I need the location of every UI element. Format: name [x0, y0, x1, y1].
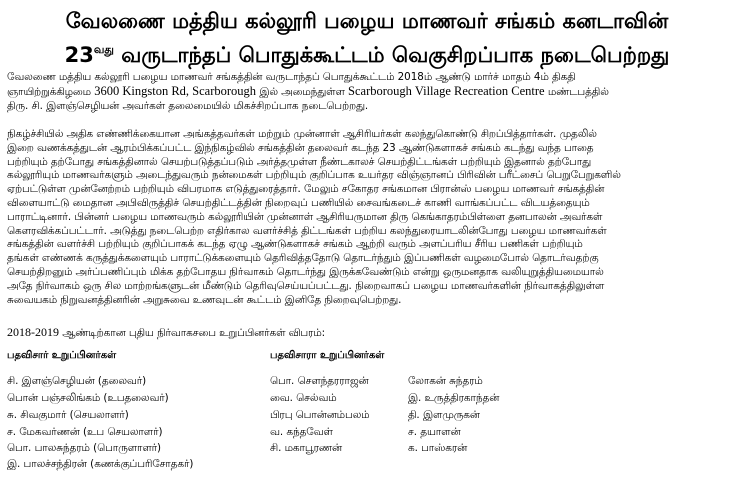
- member-entry: பிரபு பொன்னம்பலம்: [270, 409, 370, 421]
- member-entry: வை. செல்வம்: [270, 392, 337, 404]
- paragraph-line: தங்கள் எண்ணக் கருத்துக்களையும் பாராட்டுக்களையும் தெரிவித்ததோடு தொடர்ந்தும் இப்பணிகள் வழமைபோல் தொடர்வதற்கு: [7, 252, 599, 265]
- committee-year: 2018-2019: [7, 325, 59, 339]
- officer-entry: பொ. பாலசுந்தரம் (பொருளாளர்): [7, 442, 162, 454]
- member-entry: வ. கந்தவேள்: [270, 426, 333, 438]
- officer-entry: ச. மேகவர்ணன் (உப செயலாளர்): [7, 426, 163, 438]
- paragraph-line: திரு. சி. இளஞ்செழியன் அவர்கள் தலைமையில் மிகச்சிறப்பாக நடைபெற்றது.: [7, 99, 369, 112]
- headline-line-2: [0, 37, 734, 68]
- meeting-details-paragraph: [7, 71, 729, 113]
- member-entry: ச. தயாளன்: [408, 426, 461, 438]
- officer-entry: சு. சிவகுமார் (செயலாளர்): [7, 409, 129, 421]
- committee-intro: [7, 325, 325, 340]
- officer-entry: பொன் பஞ்சலிங்கம் (உபதலைவர்): [7, 392, 169, 404]
- officer-entry: இ. பாலச்சந்திரன் (கணக்குப்பரிசோதகர்): [7, 458, 194, 470]
- paragraph-line: பற்றியும் தற்போது சங்கத்தினால் செயற்படுத்தப்படும் அர்த்தமுள்ள நீண்டகாலச் செயற்திட்டங்கள் பற்றியும் இதனால் தற்போது: [7, 155, 592, 168]
- paragraph-line: அதே நிர்வாகம் ஒரு சில மாற்றங்களுடன் மீண்டும் தெரிவுசெய்யப்பட்டது. நிறைவாகப் பழைய மாணவர்களின் நிர்வாகத்திலுள்ள: [7, 279, 605, 292]
- paragraph-line: கல்லூரியும் மாணவர்களும் அடைந்துவரும் நன்மைகள் பற்றியும் குறிப்பாக உயர்தர விஞ்ஞானப் பிரிவின் பரீட்சைப் பெறுபேறுகளில்: [7, 169, 621, 182]
- meeting-summary-paragraph: [7, 128, 729, 307]
- member-entry: லோகன் சுந்தரம்: [408, 375, 483, 387]
- officer-entry: சி. இளஞ்செழியன் (தலைவர்): [7, 375, 147, 387]
- location-connector: இல் அமைந்துள்ள: [256, 85, 349, 98]
- headline-line-2-text: வருடாந்தப் பொதுக்கூட்டம் வெகுசிறப்பாக நடைபெற்றது: [113, 43, 670, 67]
- paragraph-line: சங்கத்தின் வளர்ச்சி பற்றியும் குறிப்பாகக் கடந்த ஏழு ஆண்டுகளாகச் சங்கம் ஆற்றி வரும் அளப்பரிய சீரிய பணிகள் பற்றியும்: [7, 238, 583, 251]
- venue-address: 3600 Kingston Rd, Scarborough: [94, 84, 257, 98]
- headline-line-1: வேலணை மத்திய கல்லூரி பழைய மாணவர் சங்கம் கனடாவின்: [65, 9, 669, 33]
- member-entry: தி. இளமுருகன்: [408, 409, 480, 421]
- paragraph-line: வேலணை மத்திய கல்லூரி பழைய மாணவர் சங்கத்தின் வருடாந்தப் பொதுக்கூட்டம் 2018ம் ஆண்டு மார்ச் மாதம் 4ம் திகதி: [7, 71, 576, 83]
- paragraph-line: விளையாட்டு மைதான அபிவிருத்திச் செயற்திட்டத்தின் நிறைவுப் பணியில் சைவங்கடைச் காணி வாங்கப்பட்ட விடயத்தையும்: [7, 196, 590, 209]
- hall-text: மண்டபத்தில்: [544, 85, 609, 98]
- paragraph-line: கௌரவிக்கப்பட்டார். அடுத்து நடைபெற்ற எதிர்கால வளர்ச்சித் திட்டங்கள் பற்றிய கலந்துரையாடலின்போது பழைய மாணவர்கள்: [7, 224, 607, 237]
- meeting-number: 23: [64, 43, 94, 67]
- member-entry: பொ. சௌந்தரராஜன்: [270, 375, 369, 387]
- paragraph-line: செயற்திறனும் அர்ப்பணிப்பும் மிக்க தற்போதய நிர்வாகம் தொடர்ந்து இருக்கவேண்டும் என்று ஒருமனதாக வலியுறுத்தியமையால்: [7, 265, 604, 278]
- member-entry: சி. மகாபூரணன்: [270, 442, 342, 454]
- member-entry: இ. உருத்திரகாந்தன்: [408, 392, 500, 404]
- paragraph-line: நிகழ்ச்சியில் அதிக எண்ணிக்கையான அங்கத்தவர்கள் மற்றும் முன்னாள் ஆசிரியர்கள் கலந்துகொண்டு சிறப்பித்தார்கள். முதலில்: [7, 128, 597, 140]
- paragraph-line: இறை வணக்கத்துடன் ஆரம்பிக்கப்பட்ட இந்நிகழ்வில் சங்கத்தின் தலைவர் கடந்த 23 ஆண்டுகளாகச் சங்கம் கடந்து வந்த பாதை: [7, 141, 594, 154]
- ordinal-suffix: வது: [93, 43, 114, 56]
- member-entry: க. பாஸ்கரன்: [408, 442, 468, 454]
- day-text: ஞாயிற்றுக்கிழமை: [7, 85, 95, 98]
- venue-name: Scarborough Village Recreation Centre: [348, 84, 545, 98]
- paragraph-line: சுவையகம் நிறுவனத்தினரின் அறுசுவை உணவுடன் கூட்டம் இனிதே நிறைவுபெற்றது.: [7, 293, 402, 306]
- paragraph-line: ஏற்பட்டுள்ள முன்னேற்றம் பற்றியும் விபரமாக எடுத்துரைத்தார். மேலும் சகோதர சங்கமான பிரான்ஸ் பழைய மாணவர் சங்கத்தின்: [7, 183, 605, 196]
- non-officers-heading: பதவிசாரா உறுப்பினர்கள்: [270, 350, 385, 361]
- committee-intro-text: ஆண்டிற்கான புதிய நிர்வாகசபை உறுப்பினர்கள் விபரம்:: [59, 327, 326, 339]
- paragraph-line: பாராட்டினார். பின்னர் பழைய மாணவரும் கல்லூரியின் முன்னாள் ஆசிரியருமான திரு கெங்காதரம்பிள்ளை தனபாலன் அவர்கள்: [7, 210, 603, 223]
- officers-heading: பதவிசார் உறுப்பினர்கள்: [7, 350, 117, 361]
- paragraph-line: [7, 85, 729, 100]
